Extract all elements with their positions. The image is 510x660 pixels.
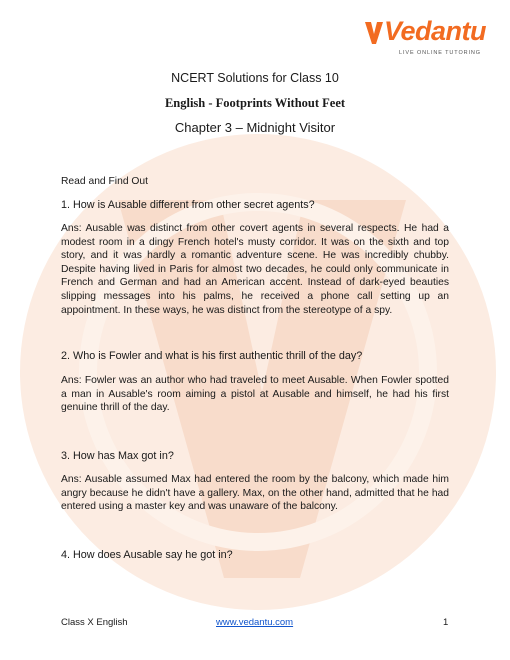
vedantu-mark-icon [364, 20, 384, 46]
footer-label: Class X English [61, 617, 128, 628]
footer-website-link[interactable]: www.vedantu.com [216, 617, 294, 628]
logo-tagline: LIVE ONLINE TUTORING [399, 50, 481, 56]
chapter-title: Chapter 3 – Midnight Visitor [174, 120, 336, 135]
question-1: 1. How is Ausable different from other secret agents? [61, 199, 315, 211]
question-4: 4. How does Ausable say he got in? [61, 549, 233, 561]
question-2: 2. Who is Fowler and what is his first authentic thrill of the day? [61, 350, 363, 362]
logo-wordmark: Vedantu [384, 16, 487, 46]
section-title: Read and Find Out [61, 176, 149, 187]
answer-3: Ans: Ausable assumed Max had entered the room by the balcony, which made him angry because he didn't have a gallery. Max, on the other hand, admitted that he had entered using a master key and was unaware of the balcony. [61, 474, 449, 513]
vedantu-logo[interactable] [364, 14, 487, 60]
page-number: 1 [443, 617, 449, 628]
answer-2: Ans: Fowler was an author who had traveled to meet Ausable. When Fowler spotted a man in Ausable's room aiming a pistol at Ausable and himself, he had his first genuine thrill of the day. [61, 375, 449, 414]
doc-subtitle: English - Footprints Without Feet [164, 96, 346, 110]
doc-title: NCERT Solutions for Class 10 [171, 71, 339, 85]
answer-1: Ans: Ausable was distinct from other covert agents in several respects. He had a modest room in a dingy French hotel's musty corridor. It was on the sixth and top story, and it was hardly a romantic adventure scene. He was incredibly chubby. Despite having lived in Paris for almost two decades, he could only communicate in French and German and had an American accent. Instead of dark-eyed beauties slipping messages into his palms, he received a phone call setting up an appointment. In these ways, he was distinct from the stereotype of a spy. [61, 223, 449, 316]
question-3: 3. How has Max got in? [61, 450, 174, 462]
